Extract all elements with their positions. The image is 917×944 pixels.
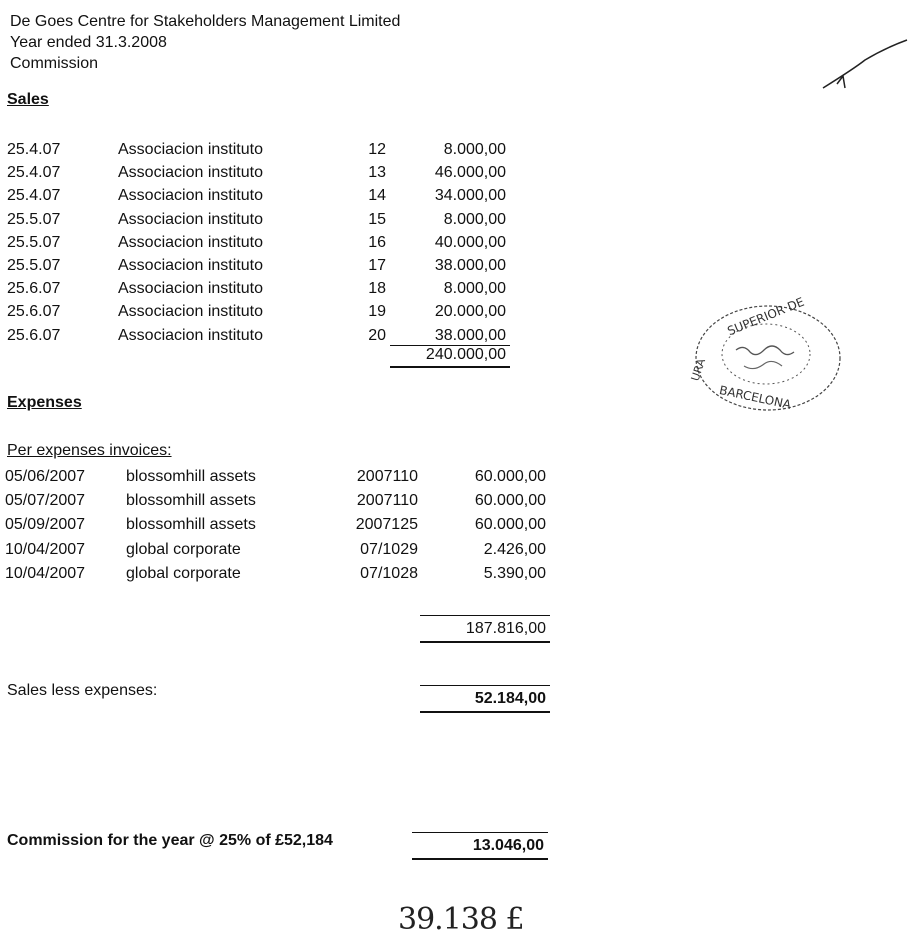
sales-heading: Sales bbox=[7, 91, 49, 108]
sales-customer: Associacion instituto bbox=[118, 210, 263, 228]
sales-amount: 38.000,00 bbox=[434, 326, 506, 344]
expense-invoice-ref: 2007110 bbox=[356, 468, 418, 485]
sales-date: 25.5.07 bbox=[7, 233, 61, 251]
expense-date: 10/04/2007 bbox=[5, 540, 86, 558]
expense-invoice-ref: 07/1029 bbox=[360, 540, 418, 558]
expense-amount: 60.000,00 bbox=[474, 516, 546, 534]
expense-row bbox=[0, 514, 917, 537]
sales-customer: Associacion instituto bbox=[118, 326, 263, 344]
sales-total: 240.000,00 bbox=[425, 346, 506, 363]
expense-date: 05/09/2007 bbox=[5, 516, 86, 534]
expenses-sum-rule bbox=[420, 615, 550, 616]
net-label: Sales less expenses: bbox=[7, 682, 158, 699]
sales-customer: Associacion instituto bbox=[118, 303, 263, 321]
expense-supplier: global corporate bbox=[126, 540, 241, 558]
sales-date: 25.6.07 bbox=[7, 326, 61, 344]
expense-supplier: global corporate bbox=[126, 564, 241, 582]
expense-supplier: blossomhill assets bbox=[126, 492, 256, 510]
expenses-subheading: Per expenses invoices: bbox=[7, 442, 172, 459]
commission-total-rule bbox=[412, 858, 548, 860]
expense-date: 05/06/2007 bbox=[5, 468, 86, 485]
expense-row bbox=[0, 466, 917, 489]
expense-supplier: blossomhill assets bbox=[126, 468, 256, 485]
sales-total-rule bbox=[390, 366, 510, 368]
sales-date: 25.4.07 bbox=[7, 141, 61, 158]
expense-supplier: blossomhill assets bbox=[126, 516, 256, 534]
sales-date: 25.4.07 bbox=[7, 187, 61, 205]
sales-invoice-number: 20 bbox=[368, 326, 386, 344]
stamp-text-side: URA bbox=[688, 356, 709, 383]
handwritten-note: 39.138 £ bbox=[398, 902, 524, 937]
expense-row bbox=[0, 539, 917, 562]
expense-amount: 5.390,00 bbox=[483, 564, 546, 582]
sales-invoice-number: 14 bbox=[368, 187, 386, 205]
net-total-rule bbox=[420, 711, 550, 713]
sales-amount: 38.000,00 bbox=[434, 257, 506, 274]
expense-row bbox=[0, 563, 917, 586]
sales-invoice-number: 17 bbox=[368, 257, 386, 274]
sales-row bbox=[0, 232, 917, 255]
stamp-seal bbox=[688, 292, 858, 422]
sales-customer: Associacion instituto bbox=[118, 187, 263, 205]
sales-invoice-number: 15 bbox=[368, 210, 386, 228]
document-title: Commission bbox=[10, 55, 99, 72]
sales-amount: 20.000,00 bbox=[434, 303, 506, 321]
sales-row bbox=[0, 209, 917, 232]
sales-date: 25.6.07 bbox=[7, 280, 61, 298]
sales-amount: 8.000,00 bbox=[443, 280, 506, 298]
sales-amount: 34.000,00 bbox=[434, 187, 506, 205]
sales-date: 25.5.07 bbox=[7, 257, 61, 274]
period: Year ended 31.3.2008 bbox=[10, 34, 167, 51]
sales-date: 25.4.07 bbox=[7, 164, 61, 182]
company-name: De Goes Centre for Stakeholders Management Limited bbox=[10, 13, 401, 30]
sales-amount: 46.000,00 bbox=[434, 164, 506, 182]
commission-sum-rule bbox=[412, 832, 548, 833]
sales-invoice-number: 19 bbox=[368, 303, 386, 321]
expenses-heading: Expenses bbox=[7, 394, 82, 411]
expense-amount: 60.000,00 bbox=[474, 492, 546, 510]
sales-date: 25.6.07 bbox=[7, 303, 61, 321]
sales-customer: Associacion instituto bbox=[118, 280, 263, 298]
sales-invoice-number: 13 bbox=[368, 164, 386, 182]
expense-invoice-ref: 2007125 bbox=[355, 516, 418, 534]
sales-amount: 40.000,00 bbox=[434, 233, 506, 251]
commission-label: Commission for the year @ 25% of £52,184 bbox=[7, 832, 333, 849]
expense-date: 05/07/2007 bbox=[5, 492, 86, 510]
sales-customer: Associacion instituto bbox=[118, 141, 263, 158]
sales-date: 25.5.07 bbox=[7, 210, 61, 228]
expense-invoice-ref: 07/1028 bbox=[360, 564, 418, 582]
sales-invoice-number: 18 bbox=[368, 280, 386, 298]
expense-amount: 2.426,00 bbox=[483, 540, 546, 558]
sales-amount: 8.000,00 bbox=[443, 210, 506, 228]
sales-customer: Associacion instituto bbox=[118, 164, 263, 182]
sales-row bbox=[0, 139, 917, 162]
sales-row bbox=[0, 255, 917, 278]
sales-invoice-number: 16 bbox=[368, 233, 386, 251]
expense-invoice-ref: 2007110 bbox=[356, 492, 418, 510]
sales-invoice-number: 12 bbox=[368, 141, 386, 158]
expenses-total-rule bbox=[420, 641, 550, 643]
sales-customer: Associacion instituto bbox=[118, 257, 263, 274]
net-value: 52.184,00 bbox=[474, 690, 546, 707]
sales-row bbox=[0, 162, 917, 185]
expense-row bbox=[0, 490, 917, 513]
sales-amount: 8.000,00 bbox=[443, 141, 506, 158]
expenses-total: 187.816,00 bbox=[465, 620, 546, 637]
initials-mark bbox=[815, 38, 915, 98]
commission-value: 13.046,00 bbox=[472, 837, 544, 854]
sales-row bbox=[0, 185, 917, 208]
stamp-text-top: SUPERIOR DE bbox=[725, 294, 807, 339]
expense-amount: 60.000,00 bbox=[474, 468, 546, 485]
net-sum-rule bbox=[420, 685, 550, 686]
sales-sum-rule bbox=[390, 345, 510, 346]
sales-customer: Associacion instituto bbox=[118, 233, 263, 251]
expense-date: 10/04/2007 bbox=[5, 564, 86, 582]
stamp-text-bottom: BARCELONA bbox=[718, 383, 793, 412]
